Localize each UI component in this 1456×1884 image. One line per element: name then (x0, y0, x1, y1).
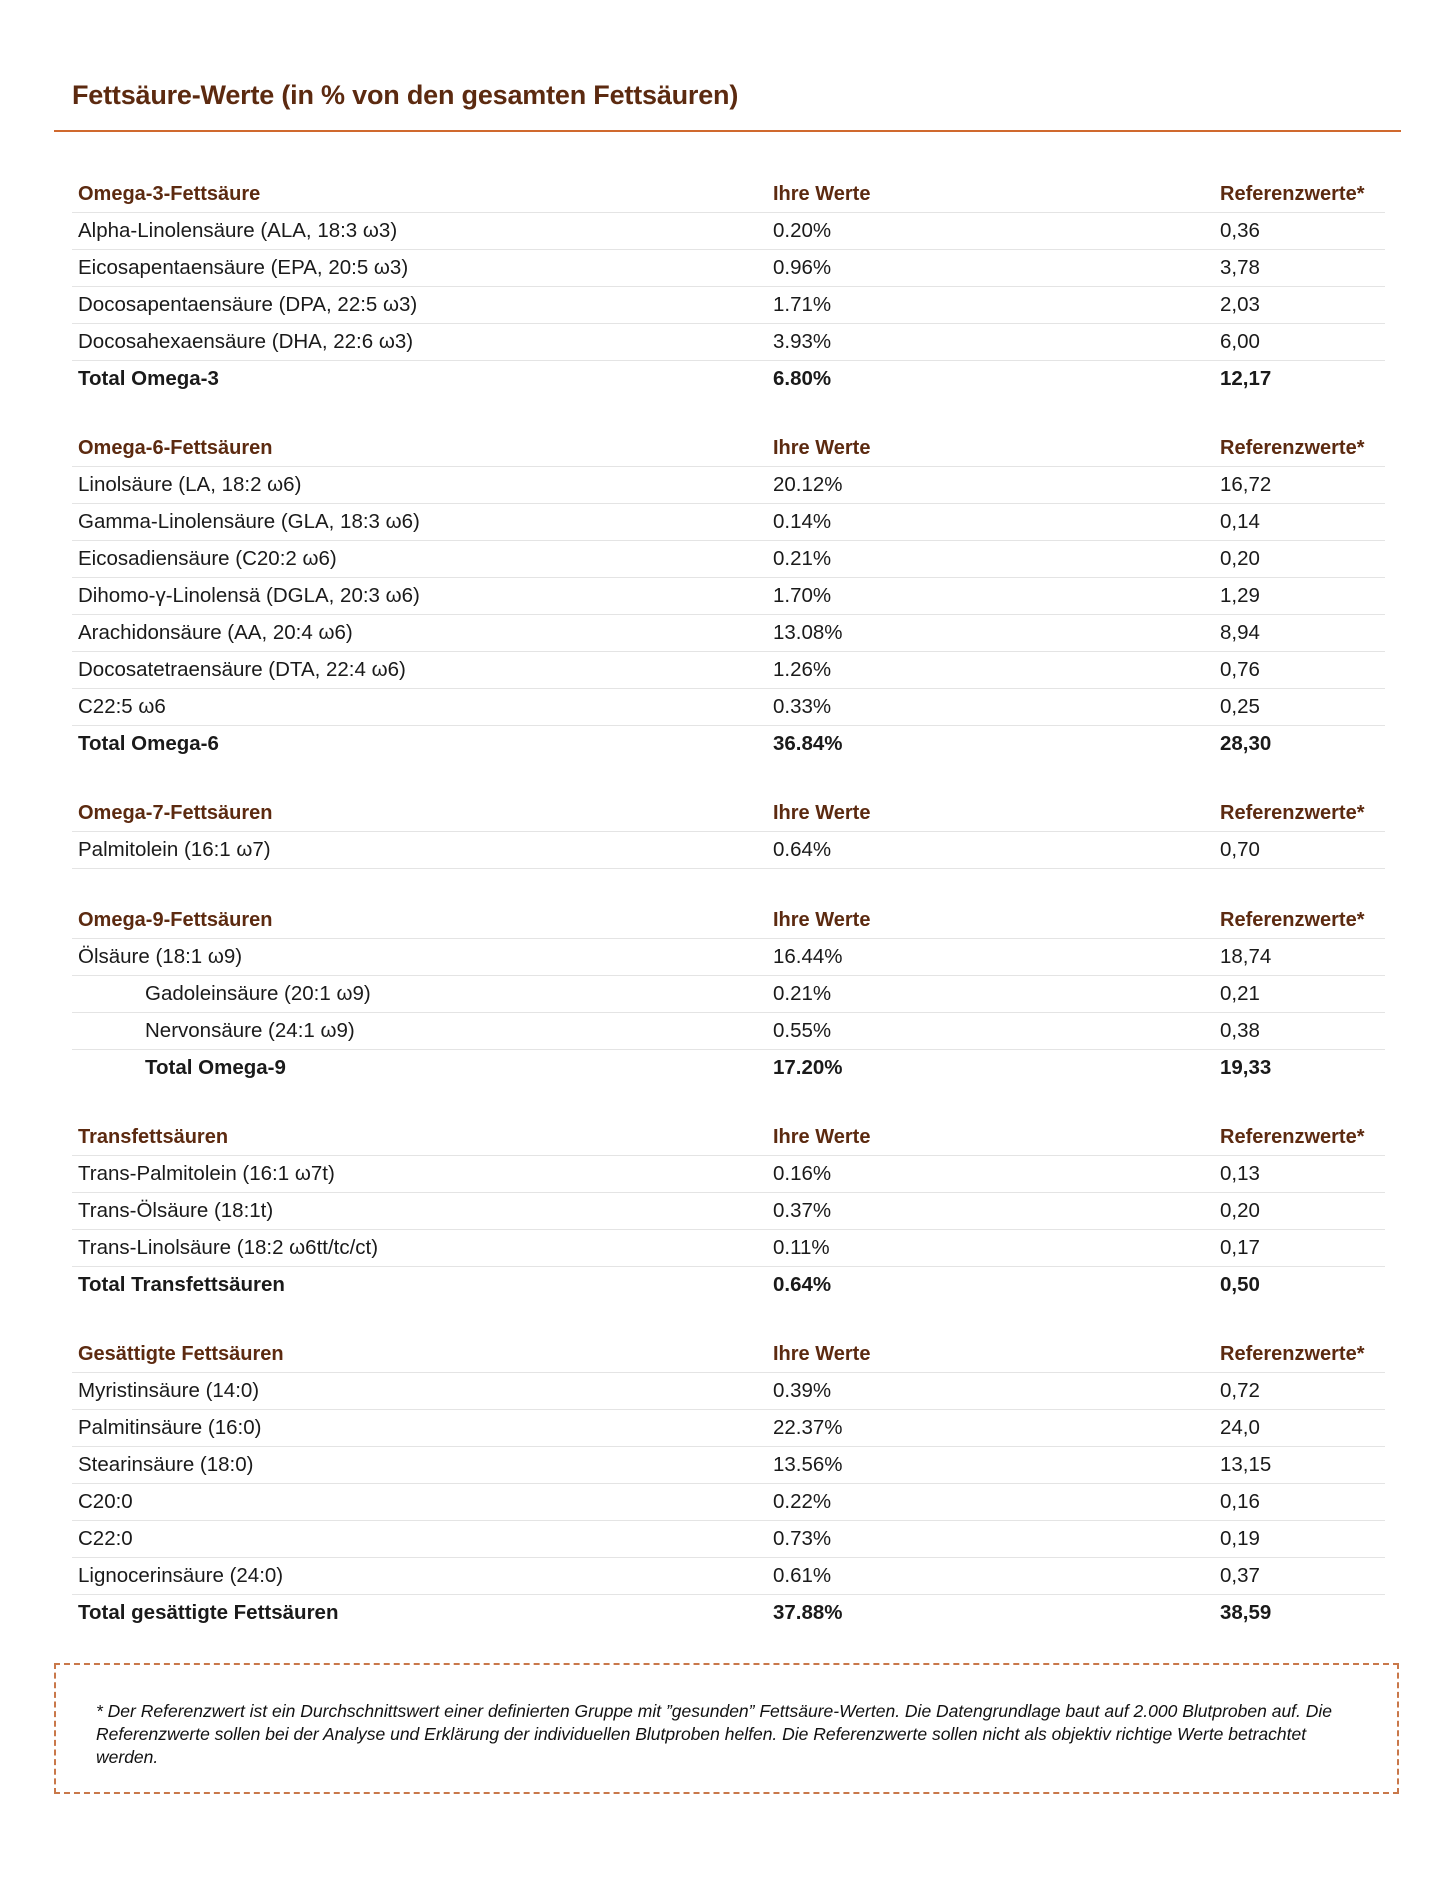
table-row (72, 1410, 1385, 1447)
cell-reference: 16,72 (1220, 473, 1272, 496)
cell-reference: 0,19 (1220, 1527, 1260, 1550)
cell-value: 0.39% (773, 1379, 832, 1402)
page-title: Fettsäure-Werte (in % von den gesamten Fettsäuren) (72, 80, 739, 110)
footnote-text: * Der Referenzwert ist ein Durchschnittswert einer definierten Gruppe mit ”gesunden” Fettsäure-Werten. Die Datengrundlage baut auf 2.000 Blutproben auf. Die Referenzwerte sollen bei der Analyse und Erklärung der individuellen Blutproben helfen. Die Referenzwerte sollen nicht als objektiv richtige Werte betrachtet werden. (96, 1701, 1333, 1767)
cell-value: 0.33% (773, 695, 832, 718)
total-row (72, 726, 1385, 762)
table-row (72, 832, 1385, 869)
total-row (72, 1050, 1385, 1086)
cell-value: 1.26% (773, 658, 832, 681)
cell-value: 0.64% (773, 838, 832, 861)
table-row (72, 939, 1385, 976)
table-row (72, 578, 1385, 615)
cell-reference: 0,17 (1220, 1236, 1260, 1259)
cell-name: Total gesättigte Fettsäuren (78, 1601, 339, 1624)
cell-value: 1.70% (773, 584, 832, 607)
cell-name: Myristinsäure (14:0) (78, 1379, 260, 1402)
cell-name: Trans-Linolsäure (18:2 ω6tt/tc/ct) (78, 1236, 379, 1259)
table-row (72, 1447, 1385, 1484)
footnote-box (54, 1663, 1399, 1794)
table-row (72, 250, 1385, 287)
cell-reference: 0,21 (1220, 982, 1260, 1005)
cell-name: Nervonsäure (24:1 ω9) (145, 1019, 355, 1042)
table-row (72, 1521, 1385, 1558)
cell-name: Transfettsäuren (78, 1126, 229, 1148)
cell-reference: 0,36 (1220, 219, 1260, 242)
cell-reference: 0,70 (1220, 838, 1260, 861)
cell-name: Ölsäure (18:1 ω9) (78, 945, 243, 968)
section-header-row (72, 176, 1385, 213)
cell-name: Trans-Palmitolein (16:1 ω7t) (78, 1162, 335, 1185)
cell-name: Linolsäure (LA, 18:2 ω6) (78, 473, 302, 496)
cell-reference: 0,14 (1220, 510, 1260, 533)
cell-reference: 0,38 (1220, 1019, 1260, 1042)
cell-value: 17.20% (773, 1056, 843, 1079)
cell-value: Ihre Werte (773, 1343, 871, 1365)
cell-value: 0.96% (773, 256, 832, 279)
cell-reference: 0,20 (1220, 1199, 1260, 1222)
cell-name: Docosahexaensäure (DHA, 22:6 ω3) (78, 330, 414, 353)
cell-value: 13.08% (773, 621, 843, 644)
section-header-row (72, 1336, 1385, 1373)
cell-reference: Referenzwerte* (1220, 802, 1365, 824)
cell-name: Omega-6-Fettsäuren (78, 437, 273, 459)
table-section (72, 1119, 1385, 1303)
cell-value: 0.11% (773, 1236, 830, 1259)
cell-reference: 2,03 (1220, 293, 1260, 316)
cell-value: 0.22% (773, 1490, 832, 1513)
cell-value: 22.37% (773, 1416, 843, 1439)
cell-name: Trans-Ölsäure (18:1t) (78, 1199, 274, 1222)
section-header-row (72, 902, 1385, 939)
cell-name: Gesättigte Fettsäuren (78, 1343, 284, 1365)
cell-reference: Referenzwerte* (1220, 437, 1365, 459)
cell-name: Palmitinsäure (16:0) (78, 1416, 262, 1439)
cell-reference: 0,50 (1220, 1273, 1260, 1296)
cell-reference: 0,76 (1220, 658, 1260, 681)
table-row (72, 287, 1385, 324)
table-row (72, 1193, 1385, 1230)
cell-reference: 0,72 (1220, 1379, 1260, 1402)
section-header-row (72, 430, 1385, 467)
table-section (72, 176, 1385, 397)
cell-value: 13.56% (773, 1453, 843, 1476)
table-row (72, 976, 1385, 1013)
table-row (72, 324, 1385, 361)
cell-reference: 0,16 (1220, 1490, 1260, 1513)
cell-value: 20.12% (773, 473, 843, 496)
cell-name: C22:0 (78, 1527, 133, 1550)
cell-name: Arachidonsäure (AA, 20:4 ω6) (78, 621, 353, 644)
table-section (72, 902, 1385, 1086)
total-row (72, 1267, 1385, 1303)
cell-value: Ihre Werte (773, 437, 871, 459)
table-row (72, 213, 1385, 250)
cell-name: Omega-7-Fettsäuren (78, 802, 273, 824)
cell-value: 0.61% (773, 1564, 832, 1587)
table-row (72, 1156, 1385, 1193)
table-row (72, 652, 1385, 689)
cell-name: C20:0 (78, 1490, 133, 1513)
cell-reference: Referenzwerte* (1220, 909, 1365, 931)
cell-value: 6.80% (773, 367, 832, 390)
cell-name: Total Transfettsäuren (78, 1273, 285, 1296)
total-row (72, 361, 1385, 397)
cell-reference: 3,78 (1220, 256, 1260, 279)
table-row (72, 541, 1385, 578)
cell-reference: Referenzwerte* (1220, 183, 1365, 205)
title-divider (54, 130, 1401, 132)
cell-name: Palmitolein (16:1 ω7) (78, 838, 271, 861)
cell-name: Total Omega-6 (78, 732, 219, 755)
cell-reference: 13,15 (1220, 1453, 1272, 1476)
cell-value: 37.88% (773, 1601, 843, 1624)
table-row (72, 615, 1385, 652)
cell-reference: 8,94 (1220, 621, 1260, 644)
cell-reference: 24,0 (1220, 1416, 1260, 1439)
cell-name: Docosapentaensäure (DPA, 22:5 ω3) (78, 293, 418, 316)
cell-value: Ihre Werte (773, 802, 871, 824)
table-section (72, 1336, 1385, 1631)
cell-value: 0.16% (773, 1162, 832, 1185)
table-section (72, 430, 1385, 762)
section-header-row (72, 1119, 1385, 1156)
cell-reference: Referenzwerte* (1220, 1126, 1365, 1148)
cell-name: Eicosapentaensäure (EPA, 20:5 ω3) (78, 256, 409, 279)
cell-reference: 28,30 (1220, 732, 1272, 755)
cell-reference: 0,25 (1220, 695, 1260, 718)
cell-name: Gadoleinsäure (20:1 ω9) (145, 982, 371, 1005)
cell-name: Omega-3-Fettsäure (78, 183, 261, 205)
cell-name: Docosatetraensäure (DTA, 22:4 ω6) (78, 658, 406, 681)
cell-reference: 0,13 (1220, 1162, 1260, 1185)
cell-reference: 38,59 (1220, 1601, 1272, 1624)
cell-value: 0.21% (773, 982, 832, 1005)
cell-reference: 19,33 (1220, 1056, 1272, 1079)
cell-reference: 0,20 (1220, 547, 1260, 570)
cell-value: 0.37% (773, 1199, 832, 1222)
cell-name: Lignocerinsäure (24:0) (78, 1564, 284, 1587)
cell-reference: 18,74 (1220, 945, 1272, 968)
cell-value: Ihre Werte (773, 1126, 871, 1148)
section-header-row (72, 795, 1385, 832)
fatty-acid-tables (72, 176, 1385, 1664)
cell-value: 0.21% (773, 547, 832, 570)
cell-name: Eicosadiensäure (C20:2 ω6) (78, 547, 337, 570)
cell-reference: Referenzwerte* (1220, 1343, 1365, 1365)
cell-name: Alpha-Linolensäure (ALA, 18:3 ω3) (78, 219, 398, 242)
cell-reference: 1,29 (1220, 584, 1260, 607)
cell-reference: 6,00 (1220, 330, 1260, 353)
table-row (72, 1558, 1385, 1595)
table-row (72, 1013, 1385, 1050)
cell-value: 0.64% (773, 1273, 832, 1296)
table-section (72, 795, 1385, 869)
cell-name: Total Omega-3 (78, 367, 219, 390)
cell-value: 1.71% (773, 293, 832, 316)
cell-name: Stearinsäure (18:0) (78, 1453, 254, 1476)
table-row (72, 1373, 1385, 1410)
table-row (72, 504, 1385, 541)
table-row (72, 1230, 1385, 1267)
table-row (72, 1484, 1385, 1521)
cell-value: 0.20% (773, 219, 832, 242)
cell-value: Ihre Werte (773, 909, 871, 931)
table-row (72, 467, 1385, 504)
cell-value: 3.93% (773, 330, 832, 353)
total-row (72, 1595, 1385, 1631)
cell-name: Gamma-Linolensäure (GLA, 18:3 ω6) (78, 510, 420, 533)
cell-value: 0.14% (773, 510, 832, 533)
cell-value: Ihre Werte (773, 183, 871, 205)
cell-name: Dihomo-γ-Linolensä (DGLA, 20:3 ω6) (78, 584, 420, 607)
cell-name: C22:5 ω6 (78, 695, 166, 718)
cell-reference: 12,17 (1220, 367, 1272, 390)
cell-value: 0.55% (773, 1019, 832, 1042)
cell-name: Total Omega-9 (145, 1056, 286, 1079)
cell-name: Omega-9-Fettsäuren (78, 909, 273, 931)
cell-value: 36.84% (773, 732, 843, 755)
table-row (72, 689, 1385, 726)
cell-value: 16.44% (773, 945, 843, 968)
cell-value: 0.73% (773, 1527, 832, 1550)
cell-reference: 0,37 (1220, 1564, 1260, 1587)
